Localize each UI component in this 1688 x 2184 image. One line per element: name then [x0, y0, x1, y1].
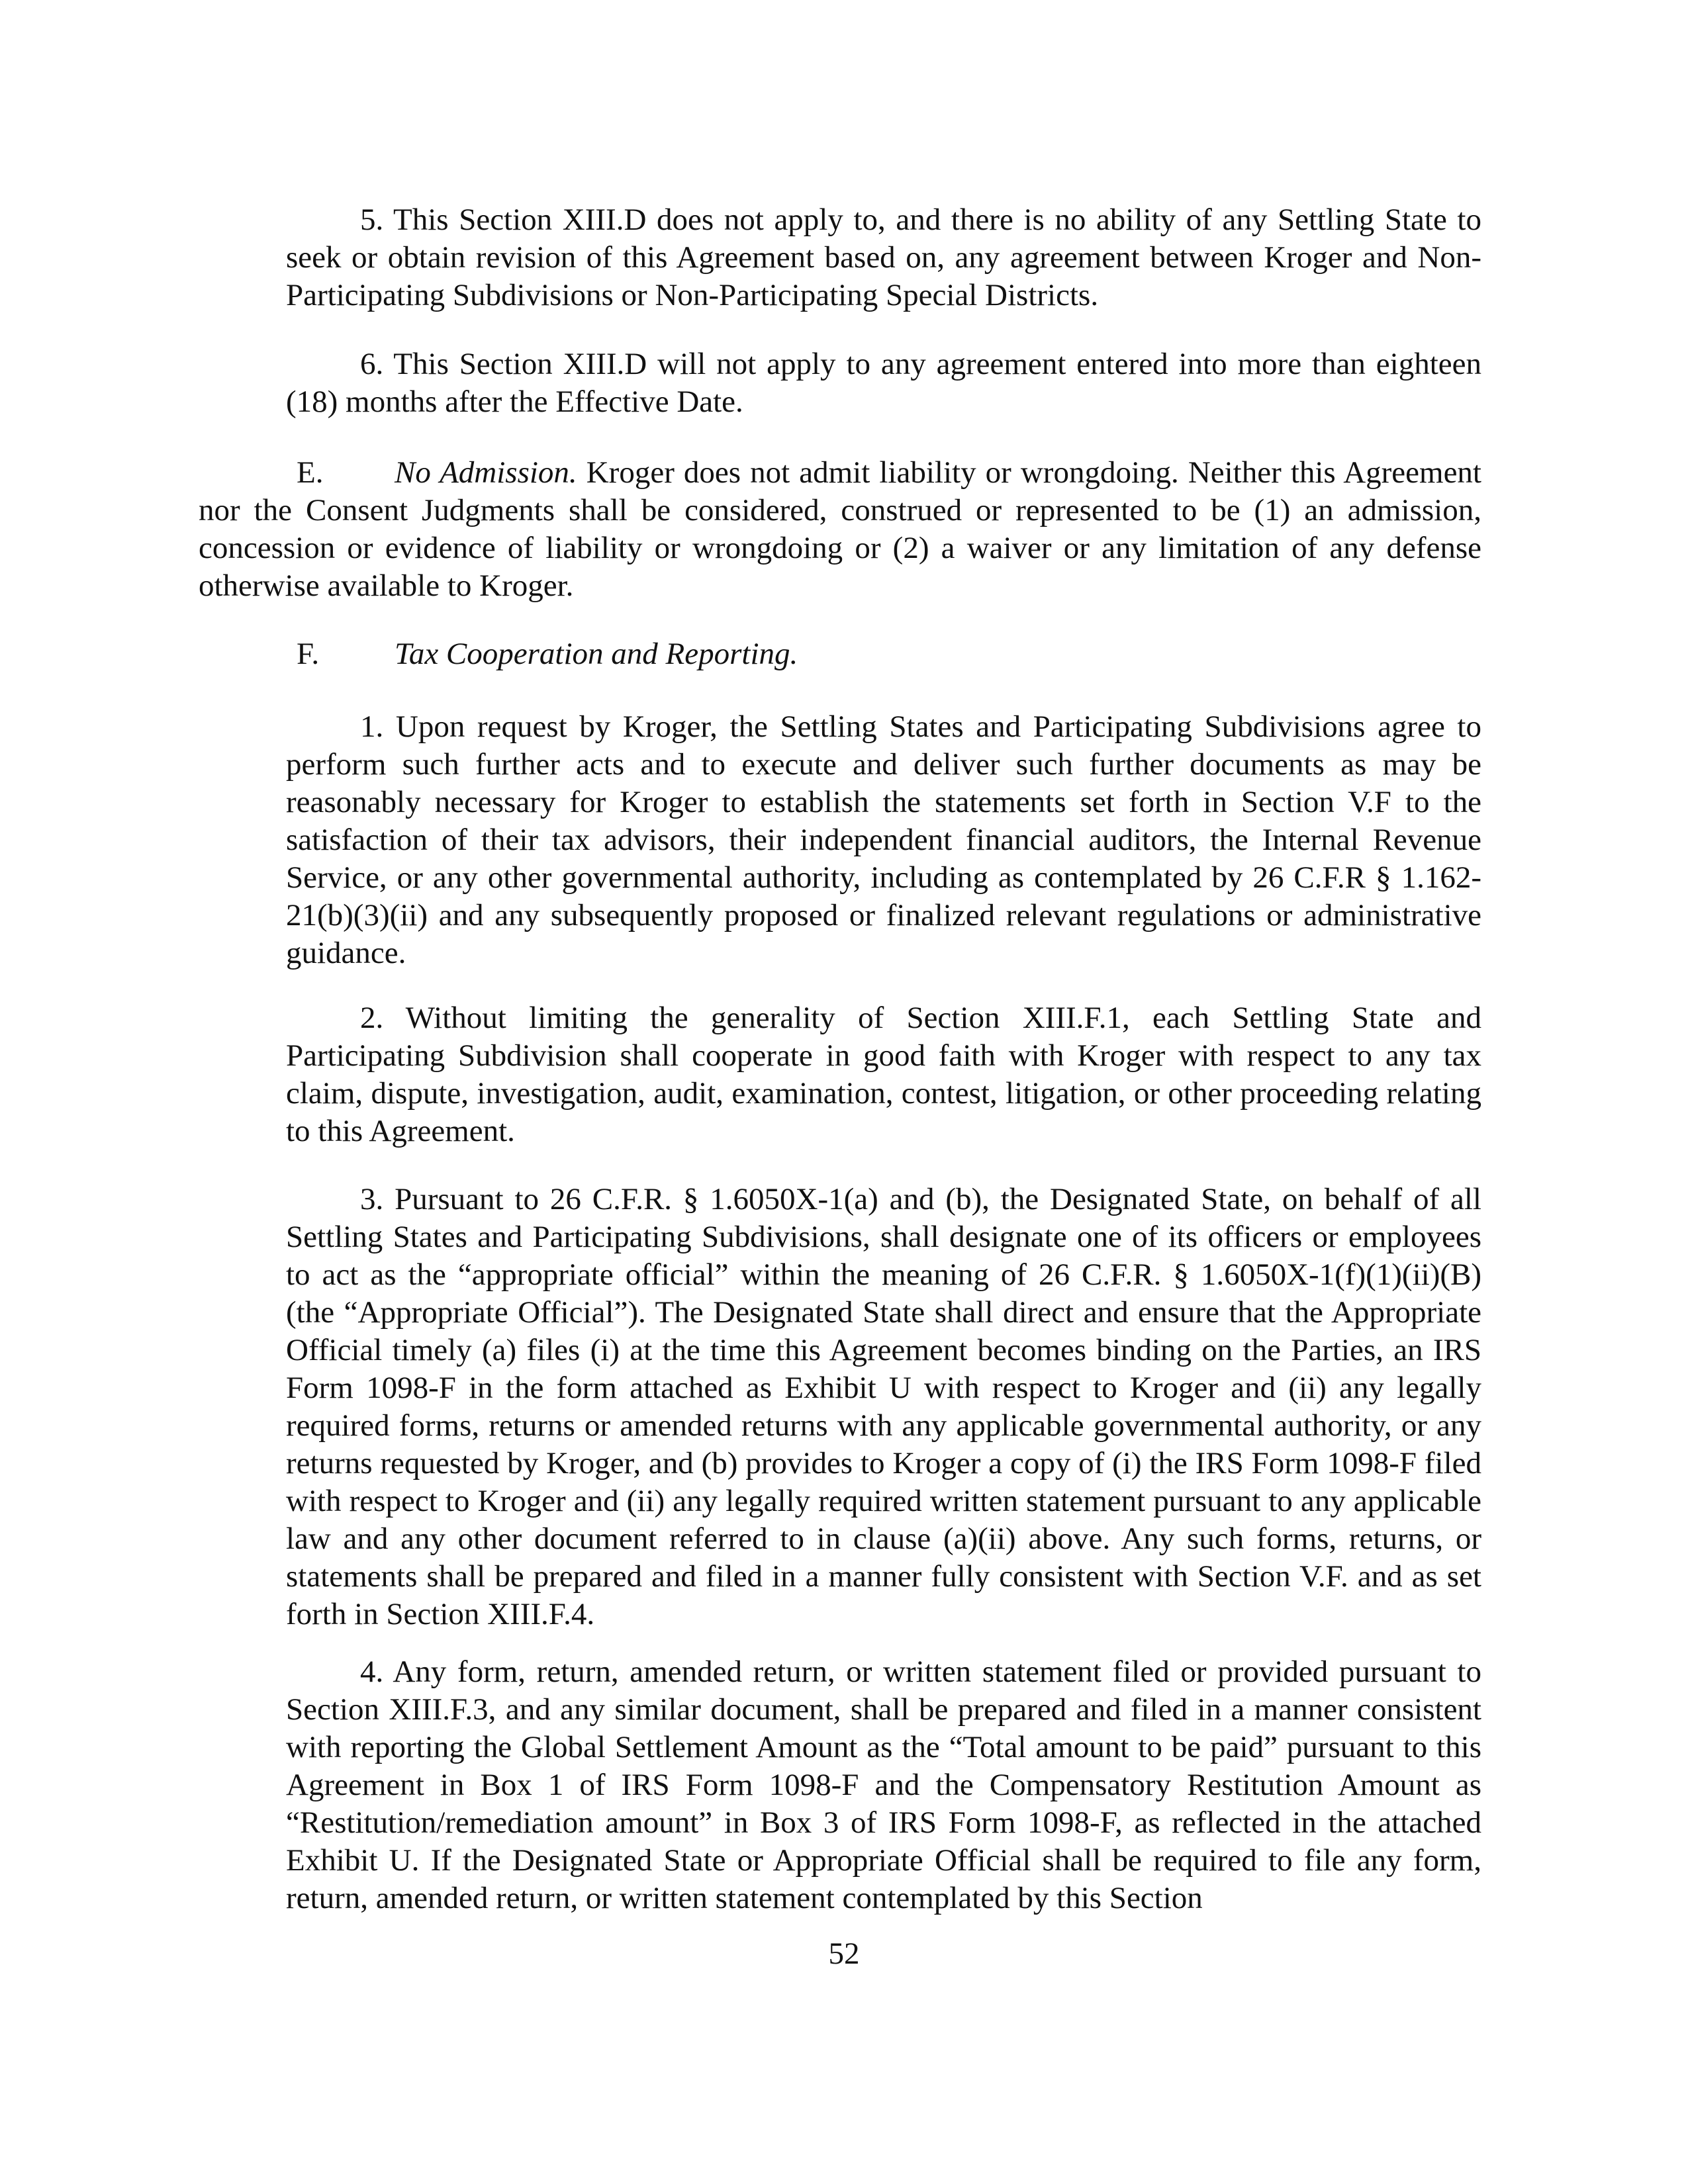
- paragraph-xiii-e: [199, 454, 1481, 605]
- paragraph-xiii-f-1: 1. Upon request by Kroger, the Settling States and Participating Subdivisions agree to perform such further acts and to execute and deliver such further documents as may be reasonably necessary for Kroger to establish the statements set forth in Section V.F to the satisfaction of their tax advisors, their independent financial auditors, the Internal Revenue Service, or any other governmental authority, including as contemplated by 26 C.F.R § 1.162-21(b)(3)(ii) and any subsequently proposed or finalized relevant regulations or administrative guidance.: [286, 709, 1481, 970]
- section-e-body: Kroger does not admit liability or wrongdoing. Neither this Agreement nor the Consent Judgments shall be considered, construed or represented to be (1) an admission, concession or evidence of liability or wrongdoing or (2) a waiver or any limitation of any defense otherwise available to Kroger.: [199, 455, 1481, 603]
- section-title-no-admission: No Admission.: [395, 455, 577, 490]
- section-heading-f: [297, 635, 1422, 673]
- section-letter-e: E.: [297, 455, 324, 490]
- paragraph-xiii-f-2: 2. Without limiting the generality of Section XIII.F.1, each Settling State and Participating Subdivision shall cooperate in good faith with Kroger with respect to any tax claim, dispute, investigation, audit, examination, contest, litigation, or other proceeding relating to this Agreement.: [286, 1001, 1481, 1148]
- paragraph-xiii-f-3: 3. Pursuant to 26 C.F.R. § 1.6050X-1(a) and (b), the Designated State, on behalf of all Settling States and Participating Subdivisions, shall designate one of its officers or employees to act as the “appropriate official” within the meaning of 26 C.F.R. § 1.6050X-1(f)(1)(ii)(B) (the “Appropriate Official”). The Designated State shall direct and ensure that the Appropriate Official timely (a) files (i) at the time this Agreement becomes binding on the Parties, an IRS Form 1098-F in the form attached as Exhibit U with respect to Kroger and (ii) any legally required forms, returns or amended returns with any applicable governmental authority, or any returns requested by Kroger, and (b) provides to Kroger a copy of (i) the IRS Form 1098-F filed with respect to Kroger and (ii) any legally required written statement pursuant to any applicable law and any other document referred to in clause (a)(ii) above. Any such forms, returns, or statements shall be prepared and filed in a manner fully consistent with Section V.F. and as set forth in Section XIII.F.4.: [286, 1182, 1481, 1631]
- section-letter-f: F.: [297, 637, 320, 671]
- paragraph-xiii-f-4: 4. Any form, return, amended return, or written statement filed or provided pursuant to Section XIII.F.3, and any similar document, shall be prepared and filed in a manner consistent with reporting the Global Settlement Amount as the “Total amount to be paid” pursuant to this Agreement in Box 1 of IRS Form 1098-F and the Compensatory Restitution Amount as “Restitution/remediation amount” in Box 3 of IRS Form 1098-F, as reflected in the attached Exhibit U. If the Designated State or Appropriate Official shall be required to file any form, return, amended return, or written statement contemplated by this Section: [286, 1655, 1481, 1915]
- page-number: 52: [828, 1936, 860, 1971]
- paragraph-xiii-d-5: 5. This Section XIII.D does not apply to, and there is no ability of any Settling State to seek or obtain revision of this Agreement based on, any agreement between Kroger and Non-Participating Subdivisions or Non-Participating Special Districts.: [286, 203, 1481, 312]
- section-title-tax-cooperation: Tax Cooperation and Reporting.: [395, 637, 798, 671]
- paragraph-xiii-d-6: 6. This Section XIII.D will not apply to any agreement entered into more than eighteen (18) months after the Effective Date.: [286, 347, 1481, 419]
